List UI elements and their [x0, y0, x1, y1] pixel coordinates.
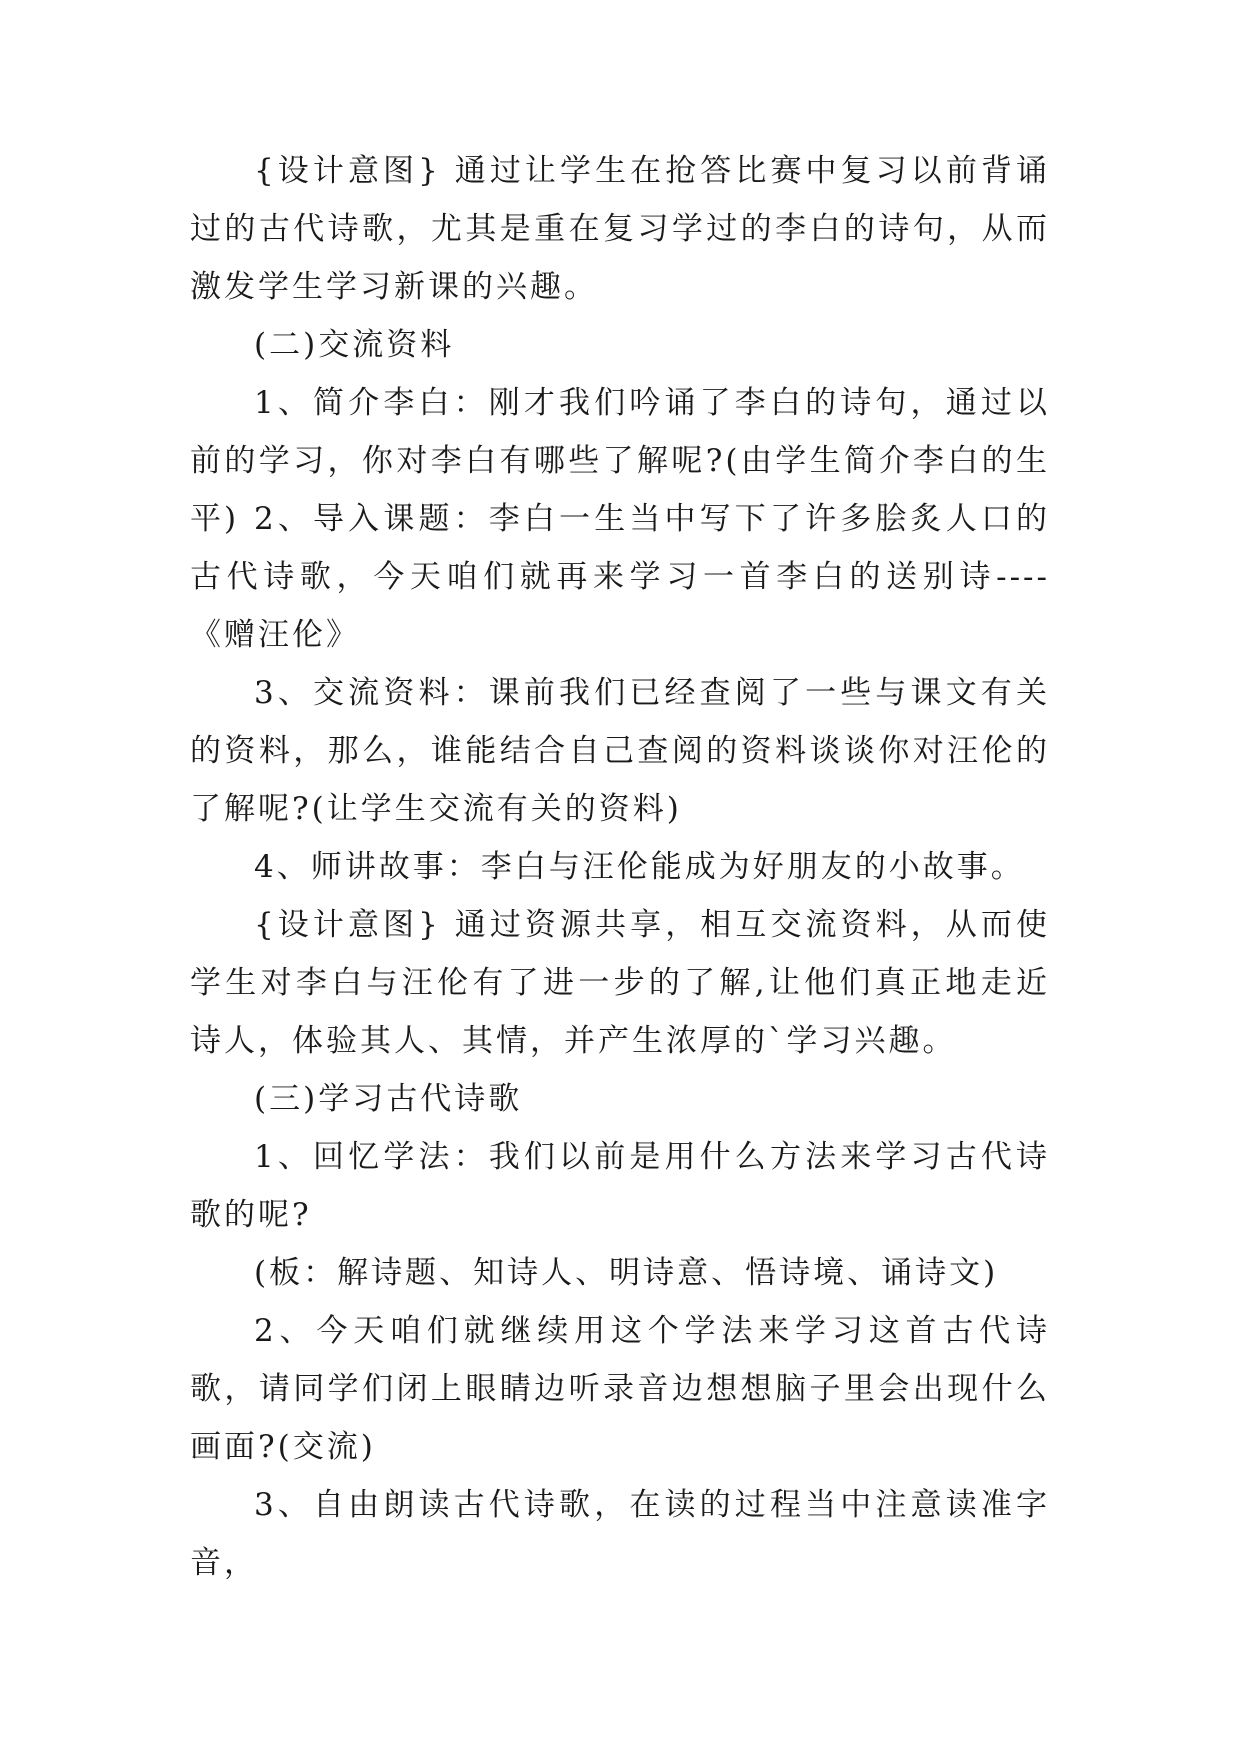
section-heading-exchange-materials: (二)交流资料	[254, 327, 455, 363]
paragraph-free-reading: 3、自由朗读古代诗歌，在读的过程当中注意读准字音，	[190, 1487, 1050, 1581]
paragraph-design-intent-2: {设计意图} 通过资源共享，相互交流资料，从而使学生对李白与汪伦有了进一步的了解,让他们真正地走近诗人，体验其人、其情，并产生浓厚的`学习兴趣。	[190, 907, 1050, 1059]
paragraph-step-4-story: 4、师讲故事：李白与汪伦能成为好朋友的小故事。	[254, 849, 1025, 885]
paragraph-design-intent-1: {设计意图} 通过让学生在抢答比赛中复习以前背诵过的古代诗歌，尤其是重在复习学过的李白的诗句，从而激发学生学习新课的兴趣。	[190, 153, 1050, 305]
paragraph-recall-method: 1、回忆学法：我们以前是用什么方法来学习古代诗歌的呢?	[190, 1139, 1050, 1233]
paragraph-step-3-exchange: 3、交流资料：课前我们已经查阅了一些与课文有关的资料，那么，谁能结合自己查阅的资料谈谈你对汪伦的了解呢?(让学生交流有关的资料)	[190, 675, 1050, 827]
paragraph-step-1-intro-li-bai: 1、简介李白：刚才我们吟诵了李白的诗句，通过以前的学习，你对李白有哪些了解呢?(由学生简介李白的生平)	[190, 385, 1050, 537]
section-heading-learn-poem: (三)学习古代诗歌	[254, 1081, 523, 1117]
paragraph-listen-recording: 2、今天咱们就继续用这个学法来学习这首古代诗歌，请同学们闭上眼睛边听录音边想想脑子里会出现什么画面?(交流)	[190, 1313, 1050, 1465]
paragraph-step-2-lesson-intro: 2、导入课题：李白一生当中写下了许多脍炙人口的古代诗歌，今天咱们就再来学习一首李白的送别诗----《赠汪伦》	[190, 501, 1050, 653]
paragraph-board-notes: (板：解诗题、知诗人、明诗意、悟诗境、诵诗文)	[254, 1255, 999, 1291]
